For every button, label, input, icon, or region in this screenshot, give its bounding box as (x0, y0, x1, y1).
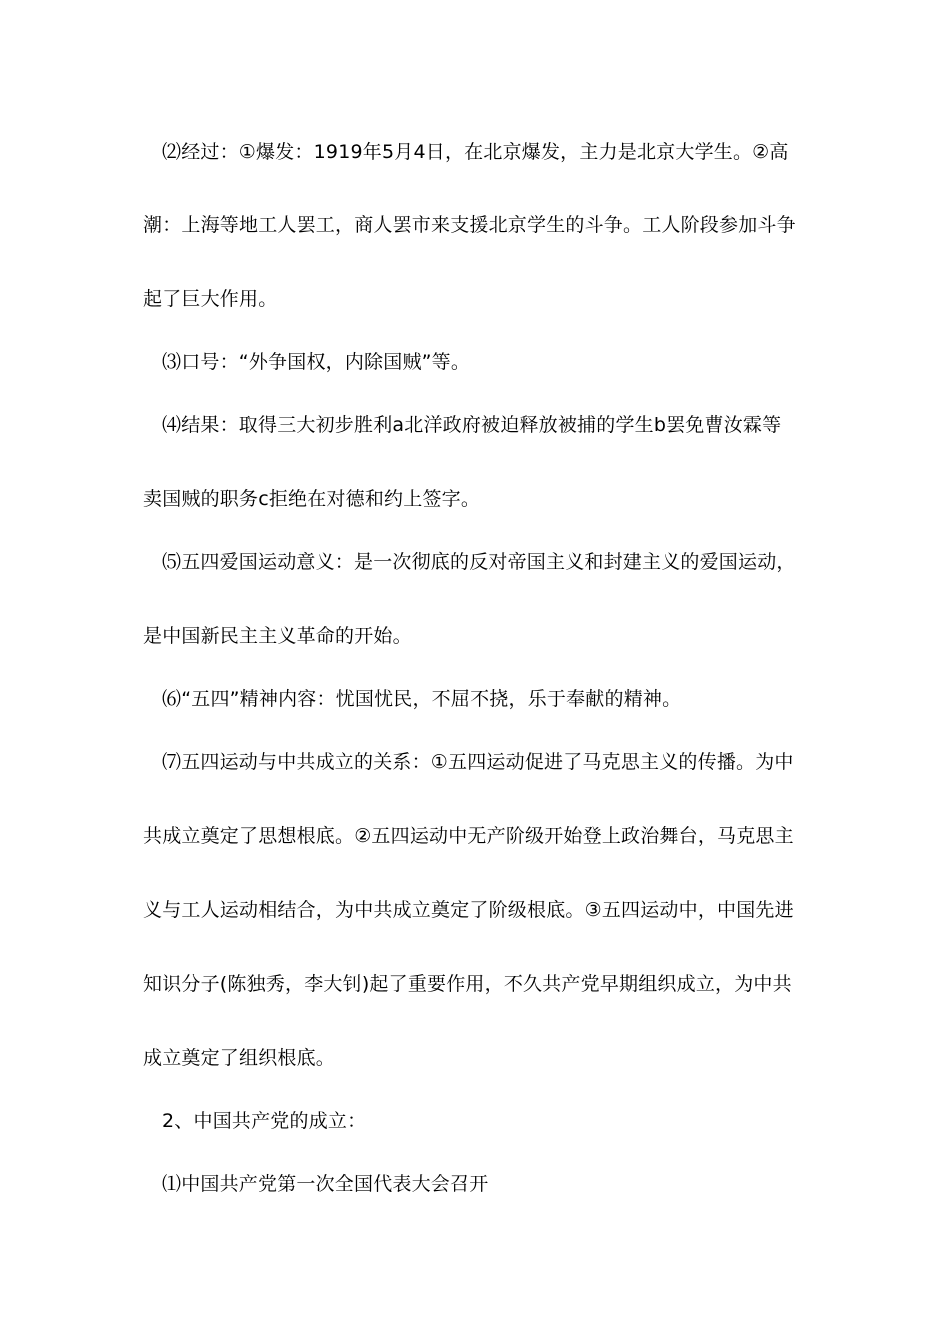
text-line-relation-cont-2: 义与工人运动相结合，为中共成立奠定了阶级根底。③五四运动中，中国先进 (143, 899, 794, 921)
section-heading-party-founding: 2、中国共产党的成立： (162, 1110, 367, 1132)
text-line-relation-cont-3: 知识分子(陈独秀，李大钊)起了重要作用，不久共产党早期组织成立，为中共 (143, 973, 792, 995)
text-line-slogan: ⑶口号：“外争国权，内除国贼”等。 (162, 351, 471, 373)
text-line-first-congress: ⑴中国共产党第一次全国代表大会召开 (162, 1173, 489, 1195)
text-line-course: ⑵经过：①爆发：1919年5月4日，在北京爆发，主力是北京大学生。②高 (162, 141, 789, 163)
text-line-course-cont-1: 潮：上海等地工人罢工，商人罢市来支援北京学生的斗争。工人阶段参加斗争 (143, 214, 796, 236)
text-line-result-cont: 卖国贼的职务c拒绝在对德和约上签字。 (143, 488, 481, 510)
text-line-relation: ⑺五四运动与中共成立的关系：①五四运动促进了马克思主义的传播。为中 (162, 751, 794, 773)
text-line-significance-cont: 是中国新民主主义革命的开始。 (143, 625, 412, 647)
text-line-relation-cont-1: 共成立奠定了思想根底。②五四运动中无产阶级开始登上政治舞台，马克思主 (143, 825, 794, 847)
text-line-significance: ⑸五四爱国运动意义：是一次彻底的反对帝国主义和封建主义的爱国运动， (162, 551, 796, 573)
text-line-result: ⑷结果：取得三大初步胜利a北洋政府被迫释放被捕的学生b罢免曹汝霖等 (162, 414, 782, 436)
text-line-course-cont-2: 起了巨大作用。 (143, 288, 278, 310)
text-line-spirit: ⑹“五四”精神内容：忧国忧民，不屈不挠，乐于奉献的精神。 (162, 688, 682, 710)
text-line-relation-cont-4: 成立奠定了组织根底。 (143, 1047, 336, 1069)
